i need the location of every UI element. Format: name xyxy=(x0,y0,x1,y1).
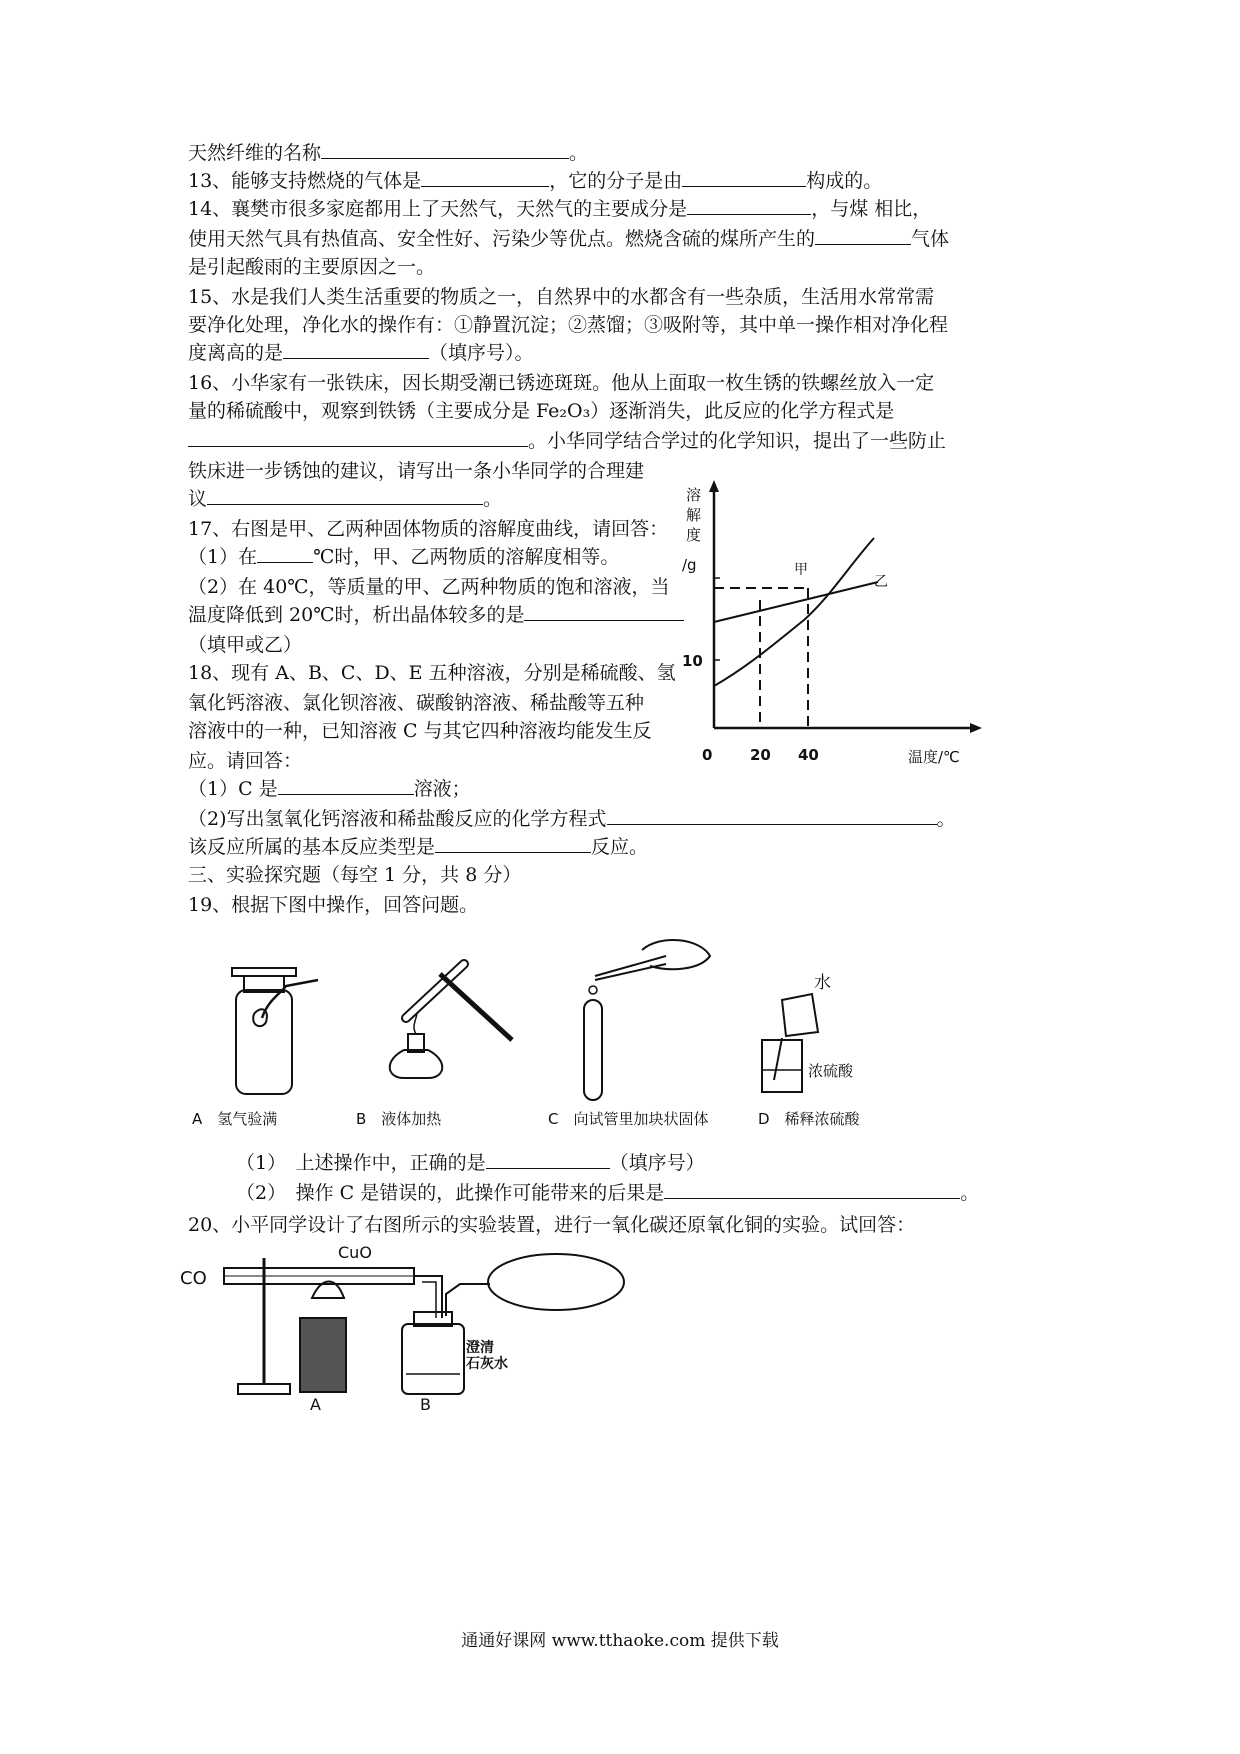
question-16-line1: 16、小华家有一张铁床，因长期受潮已锈迹斑斑。他从上面取一枚生锈的铁螺丝放入一定 xyxy=(188,372,935,394)
section-3-heading: 三、实验探究题（每空 1 分，共 8 分） xyxy=(188,864,522,886)
solubility-chart xyxy=(664,470,994,780)
question-18-line2: 氧化钙溶液、氯化钡溶液、碳酸钠溶液、稀盐酸等五种 xyxy=(188,692,645,714)
co-reduction-apparatus xyxy=(176,1238,716,1414)
label-conc-acid: 浓硫酸 xyxy=(808,1062,854,1080)
answer-blank[interactable] xyxy=(607,806,937,825)
question-18-line1: 18、现有 A、B、C、D、E 五种溶液，分别是稀硫酸、氢 xyxy=(188,662,676,684)
caption-c: C 向试管里加块状固体 xyxy=(548,1110,709,1128)
y-label-char-3: 度 xyxy=(686,526,702,544)
x-tick-label: 0 xyxy=(702,746,713,764)
label-limewater-line-2: 石灰水 xyxy=(466,1356,508,1372)
label-co: CO xyxy=(180,1268,207,1289)
answer-blank[interactable] xyxy=(664,1180,960,1199)
label-a: A xyxy=(310,1395,321,1414)
y-label-char-1: 溶 xyxy=(686,486,702,504)
question-18-line5: （1）C 是 溶液； xyxy=(188,778,471,800)
figure-a-hydrogen-test xyxy=(232,968,318,1094)
label-limewater-line-1: 澄清 xyxy=(466,1340,494,1356)
question-17-line2: （1）在 ℃时，甲、乙两物质的溶解度相等。 xyxy=(188,546,620,568)
answer-blank[interactable] xyxy=(257,544,313,563)
gas-balloon xyxy=(488,1254,624,1310)
answer-blank[interactable] xyxy=(278,776,414,795)
answer-blank[interactable] xyxy=(283,340,429,359)
answer-blank[interactable] xyxy=(421,168,549,187)
label-cuo: CuO xyxy=(338,1243,372,1262)
question-19-line1: 19、根据下图中操作，回答问题。 xyxy=(188,894,479,916)
question-18-line7: 该反应所属的基本反应类型是 反应。 xyxy=(188,836,649,858)
y-tick-label: 10 xyxy=(682,652,703,670)
caption-b: B 液体加热 xyxy=(356,1110,442,1128)
answer-blank[interactable] xyxy=(435,834,591,853)
x-axis-arrow xyxy=(970,723,982,733)
question-16-line4: 铁床进一步锈蚀的建议，请写出一条小华同学的合理建 xyxy=(188,460,645,482)
question-19-sub1: （1） 上述操作中，正确的是 （填序号） xyxy=(236,1152,705,1174)
answer-blank[interactable] xyxy=(524,602,684,621)
question-19-sub2: （2） 操作 C 是错误的，此操作可能带来的后果是 。 xyxy=(236,1182,980,1204)
question-17-line5: （填甲或乙） xyxy=(188,634,303,656)
answer-blank[interactable] xyxy=(682,168,806,187)
caption-a: A 氢气验满 xyxy=(192,1110,278,1128)
caption-d: D 稀释浓硫酸 xyxy=(758,1110,860,1128)
answer-blank[interactable] xyxy=(188,428,528,447)
question-14-line3: 是引起酸雨的主要原因之一。 xyxy=(188,256,436,278)
question-13: 13、能够支持燃烧的气体是 ，它的分子是由 构成的。 xyxy=(188,170,883,192)
label-b: B xyxy=(420,1395,431,1414)
answer-blank[interactable] xyxy=(486,1150,610,1169)
figure-c-add-solid xyxy=(584,940,710,1100)
question-15-line1: 15、水是我们人类生活重要的物质之一，自然界中的水都含有一些杂质，生活用水常常需 xyxy=(188,286,935,308)
answer-blank[interactable] xyxy=(207,486,483,505)
x-tick-label: 40 xyxy=(798,746,819,764)
y-axis-label xyxy=(686,486,706,544)
question-18-line6: （2)写出氢氧化钙溶液和稀盐酸反应的化学方程式 。 xyxy=(188,808,956,830)
question-16-line3: 。小华同学结合学过的化学知识，提出了一些防止 xyxy=(188,428,946,454)
label-limewater xyxy=(466,1339,508,1372)
question-15-line3: 度离高的是 （填序号）。 xyxy=(188,342,534,364)
y-axis-unit: /g xyxy=(682,556,697,574)
question-14-line2: 使用天然气具有热值高、安全性好、污染少等优点。燃烧含硫的煤所产生的 气体 xyxy=(188,228,950,250)
question-16-line2: 量的稀硫酸中，观察到铁锈（主要成分是 Fe₂O₃）逐渐消失，此反应的化学方程式是 xyxy=(188,400,895,422)
x-axis-label: 温度/℃ xyxy=(908,748,960,766)
series-jia-curve xyxy=(714,538,874,686)
lab-operations-figure xyxy=(190,930,950,1130)
x-tick-label: 20 xyxy=(750,746,771,764)
figure-b-liquid-heating xyxy=(390,964,512,1078)
y-label-char-2: 解 xyxy=(686,506,702,524)
question-18-line3: 溶液中的一种，已知溶液 C 与其它四种溶液均能发生反 xyxy=(188,720,652,742)
answer-blank[interactable] xyxy=(815,226,911,245)
question-18-line4: 应。请回答： xyxy=(188,750,303,772)
question-14-line1: 14、襄樊市很多家庭都用上了天然气，天然气的主要成分是 ，与煤 相比， xyxy=(188,198,932,220)
question-20-line1: 20、小平同学设计了右图所示的实验装置，进行一氧化碳还原氧化铜的实验。试回答： xyxy=(188,1214,916,1236)
question-17-line3: （2）在 40℃，等质量的甲、乙两种物质的饱和溶液，当 xyxy=(188,576,670,598)
question-16-line5: 议 。 xyxy=(188,488,503,510)
y-axis-arrow xyxy=(709,480,719,492)
page-footer: 通通好课网 www.tthaoke.com 提供下载 xyxy=(461,1631,779,1651)
series-label-yi: 乙 xyxy=(874,574,888,590)
label-water: 水 xyxy=(814,973,831,993)
series-label-jia: 甲 xyxy=(794,562,808,578)
q12-tail: 天然纤维的名称 。 xyxy=(188,142,589,164)
answer-blank[interactable] xyxy=(321,140,569,159)
question-17-line4: 温度降低到 20℃时，析出晶体较多的是 xyxy=(188,602,684,628)
figure-d-dilute-acid xyxy=(762,973,854,1092)
question-15-line2: 要净化处理，净化水的操作有：①静置沉淀；②蒸馏；③吸附等，其中单一操作相对净化程 xyxy=(188,314,949,336)
answer-blank[interactable] xyxy=(687,196,811,215)
question-17-line1: 17、右图是甲、乙两种固体物质的溶解度曲线，请回答： xyxy=(188,518,669,540)
